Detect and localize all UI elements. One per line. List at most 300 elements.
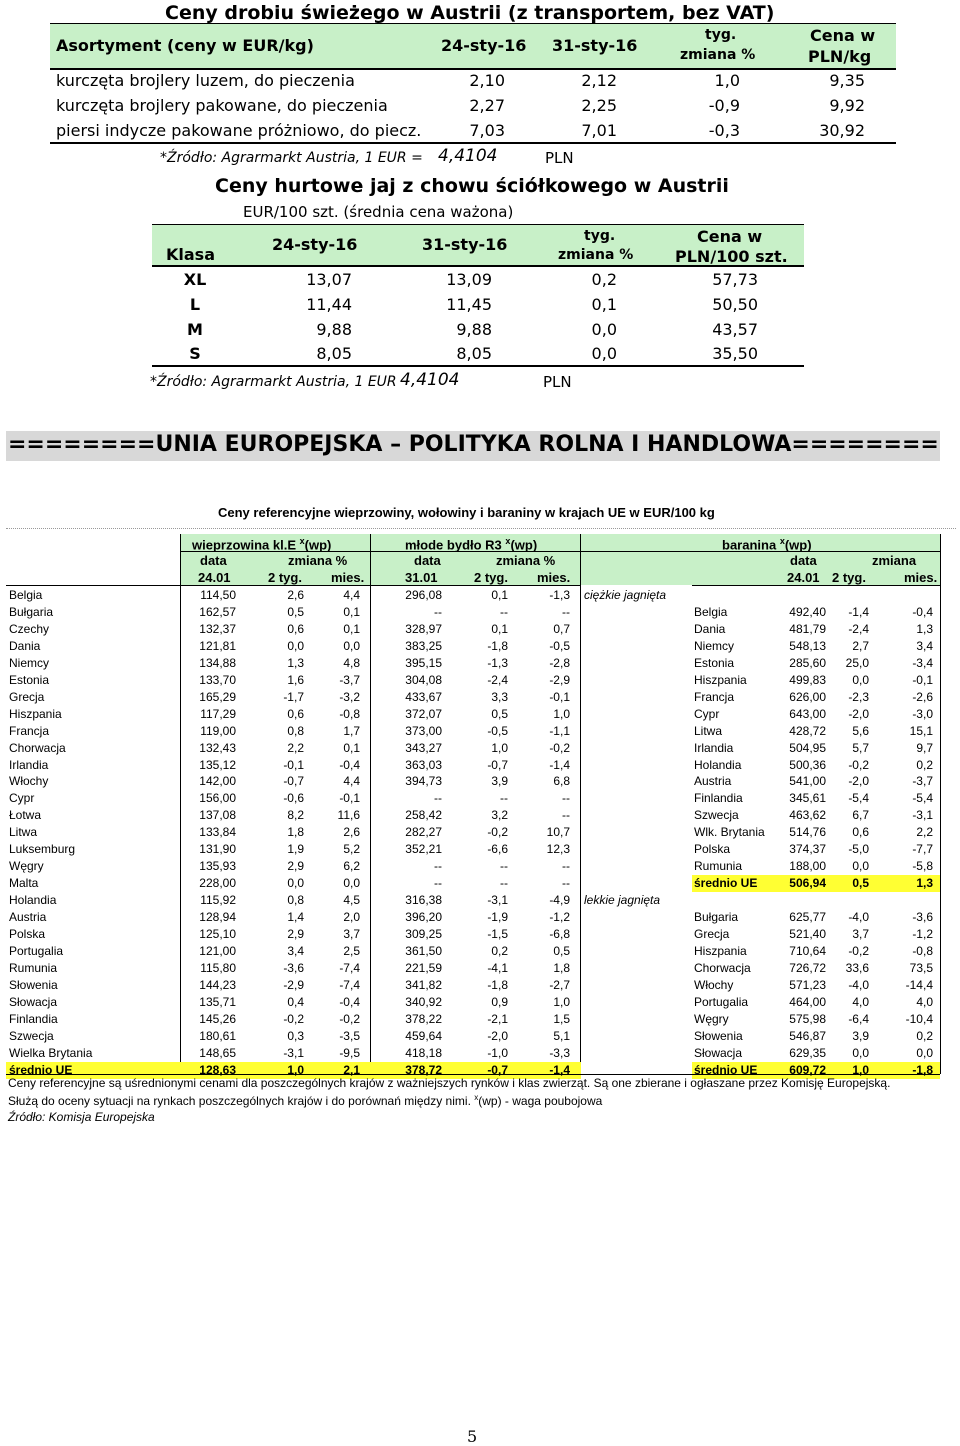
meat-title: Ceny referencyjne wieprzowiny, wołowiny i baraniny w krajach UE w EUR/100 kg (218, 505, 715, 520)
pork-change-month: -0,2 (339, 1011, 360, 1026)
beef-price: 352,21 (405, 842, 442, 857)
pork-change-month: 4,5 (343, 893, 360, 908)
pork-price: 134,88 (199, 655, 236, 670)
beef-price: 372,07 (405, 706, 442, 721)
lamb-country: Irlandia (694, 740, 734, 755)
country-name: Luksemburg (9, 842, 76, 857)
h-change-beef: zmiana % (496, 553, 556, 568)
country-name: Litwa (9, 825, 38, 840)
lamb-change-2wk: 5,7 (852, 740, 869, 755)
divider (6, 528, 956, 529)
lamb-change-2wk: -2,0 (848, 774, 869, 789)
lamb-price: 492,40 (789, 604, 826, 619)
divider (152, 265, 804, 267)
lamb-change-2wk: 25,0 (845, 655, 869, 670)
lamb-change-month: -0,1 (912, 672, 933, 687)
h-date-beef: 31.01 (405, 570, 438, 585)
col-header-change-1: tyg. (705, 27, 737, 43)
cell: 11,44 (306, 295, 352, 314)
cell: 13,07 (306, 270, 352, 289)
lamb-price: 546,87 (789, 1028, 826, 1043)
table-row (6, 1028, 956, 1045)
table-row (6, 757, 956, 774)
beef-change-month: -- (562, 876, 570, 891)
beef-change-2wk: -6,6 (487, 842, 508, 857)
table-row (6, 723, 956, 740)
lamb-country: średnio UE (694, 1062, 758, 1077)
country-name: średnio UE (9, 1062, 73, 1077)
country-name: Estonia (9, 672, 50, 687)
pork-change-month: 0,0 (343, 876, 360, 891)
beef-price: 309,25 (405, 927, 442, 941)
lamb-change-2wk: -0,2 (848, 757, 869, 772)
beef-change-month: -1,1 (549, 723, 570, 738)
lamb-country: Chorwacja (694, 960, 751, 975)
pork-change-2wk: -0,7 (283, 774, 304, 789)
pork-change-month: 4,4 (343, 588, 360, 602)
beef-change-month: 10,7 (546, 825, 570, 840)
lamb-price: 188,00 (789, 859, 826, 874)
beef-price: 304,08 (405, 672, 442, 687)
cell: 11,45 (446, 295, 492, 314)
cell: 2,10 (469, 71, 505, 90)
lamb-change-2wk: -4,0 (848, 977, 869, 992)
footnote-text: (wp) - waga poubojowa (478, 1094, 603, 1108)
h-data-lamb: data (790, 553, 817, 568)
lamb-change-month: -3,0 (912, 706, 933, 721)
country-name: Irlandia (9, 757, 49, 772)
lamb-country: Szwecja (694, 808, 739, 823)
h-month-pork: mies. (331, 570, 365, 585)
pork-price: 135,93 (199, 859, 236, 874)
lamb-change-month: 2,2 (916, 825, 933, 840)
beef-change-2wk: -3,1 (487, 893, 508, 908)
cell: 9,35 (829, 71, 865, 90)
beef-change-month: 1,8 (553, 960, 570, 975)
table-row (6, 994, 956, 1011)
pork-change-2wk: 0,0 (287, 876, 304, 891)
lamb-price: 548,13 (789, 638, 826, 653)
col-header-change-2: zmiana % (680, 47, 756, 63)
superscript: x (779, 536, 785, 546)
lamb-country: Niemcy (694, 638, 735, 653)
eggs-source: *Źródło: Agrarmarkt Austria, 1 EUR (150, 374, 397, 390)
beef-change-2wk: 1,0 (491, 740, 508, 755)
pork-change-2wk: 1,0 (287, 1062, 304, 1077)
country-name: Portugalia (9, 943, 64, 958)
beef-change-month: -- (562, 604, 570, 619)
beef-change-2wk: -- (500, 604, 508, 619)
lamb-price: 521,40 (789, 927, 826, 941)
table-row (6, 604, 956, 621)
eggs-title: Ceny hurtowe jaj z chowu ściółkowego w Austrii (215, 175, 729, 197)
beef-change-month: 1,5 (553, 1011, 570, 1026)
lamb-country: Włochy (694, 977, 734, 992)
pork-change-month: -7,4 (339, 960, 360, 975)
lamb-change-month: -3,7 (912, 774, 933, 789)
beef-price: -- (434, 604, 442, 619)
lamb-change-month: 73,5 (909, 960, 933, 975)
table-row (6, 655, 956, 672)
lamb-country: Rumunia (694, 859, 743, 874)
superscript: x (299, 536, 305, 546)
h-change-pork: zmiana % (288, 553, 348, 568)
eggs-currency: PLN (543, 373, 572, 391)
lamb-change-2wk: 6,7 (852, 808, 869, 823)
country-name: Węgry (9, 859, 44, 874)
beef-price: 459,64 (405, 1028, 442, 1043)
cell: 30,92 (819, 121, 865, 140)
beef-price: 396,20 (405, 910, 442, 925)
h-date-pork: 24.01 (198, 570, 231, 585)
beef-price: 363,03 (405, 757, 442, 772)
country-name: Holandia (9, 893, 57, 908)
cell: -0,9 (708, 96, 740, 115)
pork-price: 131,90 (199, 842, 236, 857)
lamb-change-2wk: -4,0 (848, 910, 869, 925)
beef-change-2wk: 0,1 (491, 621, 508, 636)
beef-change-2wk: -- (500, 791, 508, 806)
lamb-price: 285,60 (789, 655, 826, 670)
pork-change-2wk: 8,2 (287, 808, 304, 823)
heavy-lambs-label: ciężkie jagnięta (584, 588, 667, 602)
beef-price: 418,18 (405, 1045, 442, 1060)
lamb-country: Portugalia (694, 994, 749, 1009)
beef-change-month: -3,3 (549, 1045, 570, 1060)
pork-price: 135,12 (199, 757, 236, 772)
pork-change-month: 4,8 (343, 655, 360, 670)
beef-price: 296,08 (405, 588, 442, 602)
lamb-price: 464,00 (789, 994, 826, 1009)
h-2wk-pork: 2 tyg. (268, 570, 302, 585)
lamb-change-2wk: -5,0 (848, 842, 869, 857)
lamb-country: Litwa (694, 723, 723, 738)
h-2wk-beef: 2 tyg. (474, 570, 508, 585)
table-row (6, 892, 956, 909)
group-lamb (722, 536, 812, 552)
pork-change-2wk: 1,8 (287, 825, 304, 840)
country-name: Słowacja (9, 994, 58, 1009)
lamb-price: 571,23 (789, 977, 826, 992)
lamb-country: Cypr (694, 706, 720, 721)
pork-price: 228,00 (199, 876, 236, 891)
beef-price: 341,82 (405, 977, 442, 992)
lamb-country: Holandia (694, 757, 742, 772)
lamb-change-month: -1,8 (912, 1062, 933, 1077)
beef-change-month: -1,3 (549, 588, 570, 602)
beef-change-2wk: -1,8 (487, 977, 508, 992)
product-name: piersi indycze pakowane próżniowo, do piecz. (56, 121, 422, 140)
pork-change-month: 0,1 (343, 740, 360, 755)
table-row (6, 807, 956, 824)
lamb-price: 463,62 (789, 808, 826, 823)
lamb-country: Finlandia (694, 791, 743, 806)
cell: 57,73 (712, 270, 758, 289)
wp-label: (wp) (304, 537, 332, 553)
lamb-price: 629,35 (789, 1045, 826, 1060)
divider (692, 585, 940, 586)
lamb-price: 506,94 (789, 876, 826, 891)
country-name: Włochy (9, 774, 49, 789)
country-name: Cypr (9, 791, 35, 806)
h-2wk-lamb: 2 tyg. (832, 570, 866, 585)
beef-price: 258,42 (405, 808, 442, 823)
country-name: Czechy (9, 621, 50, 636)
pork-price: 165,29 (199, 689, 236, 704)
table-row (6, 773, 956, 790)
beef-change-2wk: 3,2 (491, 808, 508, 823)
col-header-date1: 24-sty-16 (272, 235, 358, 254)
country-name: Grecja (9, 689, 45, 704)
lamb-change-month: -3,4 (912, 655, 933, 670)
beef-change-2wk: 3,3 (491, 689, 508, 704)
lamb-change-month: -14,4 (905, 977, 933, 992)
lamb-change-2wk: 0,0 (852, 859, 869, 874)
pork-price: 117,29 (200, 706, 236, 721)
beef-change-2wk: 0,9 (491, 994, 508, 1009)
beef-change-month: 0,5 (553, 943, 570, 958)
pork-change-2wk: 2,9 (287, 927, 304, 941)
egg-class: M (187, 320, 203, 339)
eu-banner: ========UNIA EUROPEJSKA – POLITYKA ROLNA I HANDLOWA======== (8, 432, 939, 457)
beef-change-2wk: -1,0 (487, 1045, 508, 1060)
pork-price: 180,61 (199, 1028, 236, 1043)
table-row (6, 1045, 956, 1062)
group-pork (192, 536, 331, 552)
pork-change-month: 0,1 (343, 621, 360, 636)
table-row (6, 909, 956, 926)
beef-price: 378,72 (405, 1062, 442, 1077)
pork-change-month: 6,2 (343, 859, 360, 874)
table-row (6, 824, 956, 841)
pork-change-month: 0,0 (343, 638, 360, 653)
lamb-country: Grecja (694, 927, 730, 941)
eggs-rate: 4,4104 (400, 370, 460, 390)
col-header-assortment: Asortyment (ceny w EUR/kg) (56, 36, 314, 55)
footnote-text: Służą do oceny sytuacji na rynkach poszczególnych krajów i do porównań między nimi. (8, 1094, 471, 1108)
beef-change-month: -0,1 (549, 689, 570, 704)
cell: 8,05 (456, 344, 492, 363)
beef-change-2wk: -0,7 (487, 757, 508, 772)
h-date-lamb: 24.01 (787, 570, 820, 585)
lamb-change-2wk: -6,4 (848, 1011, 869, 1026)
pork-change-month: 2,6 (343, 825, 360, 840)
country-name: Polska (9, 927, 46, 941)
beef-change-month: -0,2 (549, 740, 570, 755)
lamb-country: Dania (694, 621, 726, 636)
table-row (6, 621, 956, 638)
country-name: Dania (9, 638, 41, 653)
pork-price: 115,92 (200, 893, 236, 908)
beef-price: 282,27 (405, 825, 442, 840)
country-name: Malta (9, 876, 39, 891)
beef-change-month: -2,9 (549, 672, 570, 687)
pork-change-month: -3,2 (339, 689, 360, 704)
pork-price: 119,00 (200, 723, 236, 738)
group-label: baranina (722, 537, 777, 553)
pork-price: 133,70 (199, 672, 236, 687)
cell: 0,1 (591, 295, 617, 314)
divider (50, 142, 896, 144)
lamb-country: Słowenia (694, 1028, 743, 1043)
cell: 50,50 (712, 295, 758, 314)
lamb-change-month: -2,6 (912, 689, 933, 704)
beef-change-month: -2,7 (549, 977, 570, 992)
egg-class: XL (183, 270, 207, 289)
country-name: Bułgaria (9, 604, 54, 619)
table-row (6, 587, 956, 604)
pork-change-month: 5,2 (343, 842, 360, 857)
lamb-country: Austria (694, 774, 732, 789)
cell: 2,12 (581, 71, 617, 90)
pork-change-month: -0,4 (339, 994, 360, 1009)
beef-change-2wk: -0,2 (487, 825, 508, 840)
beef-price: 395,15 (405, 655, 442, 670)
cell: 2,25 (581, 96, 617, 115)
egg-class: S (189, 344, 201, 363)
poultry-title: Ceny drobiu świeżego w Austrii (z transportem, bez VAT) (165, 2, 775, 24)
lamb-price: 625,77 (789, 910, 826, 925)
beef-price: 383,25 (405, 638, 442, 653)
beef-change-month: 6,8 (553, 774, 570, 789)
superscript: x (505, 536, 511, 546)
lamb-change-month: 3,4 (916, 638, 933, 653)
cell: 7,01 (581, 121, 617, 140)
beef-change-2wk: -2,4 (487, 672, 508, 687)
pork-change-month: 2,5 (343, 943, 360, 958)
lamb-price: 643,00 (789, 706, 826, 721)
beef-change-month: 1,0 (553, 994, 570, 1009)
table-row (6, 672, 956, 689)
pork-price: 128,94 (199, 910, 236, 925)
beef-price: 373,00 (405, 723, 442, 738)
lamb-change-month: 4,0 (916, 994, 933, 1009)
table-row (6, 858, 956, 875)
poultry-currency: PLN (545, 149, 574, 167)
page-number: 5 (467, 1427, 478, 1446)
beef-change-month: -0,5 (549, 638, 570, 653)
cell: 0,0 (591, 344, 617, 363)
cell: 7,03 (469, 121, 505, 140)
country-name: Belgia (9, 588, 43, 602)
beef-change-month: 12,3 (546, 842, 570, 857)
country-name: Chorwacja (9, 740, 66, 755)
poultry-rate: 4,4104 (438, 146, 498, 166)
footnote-2 (8, 1093, 602, 1108)
beef-price: 340,92 (405, 994, 442, 1009)
pork-price: 132,43 (199, 740, 236, 755)
beef-change-2wk: -1,5 (487, 927, 508, 941)
lamb-change-month: 1,3 (916, 621, 933, 636)
table-row (6, 926, 956, 943)
pork-change-2wk: -0,6 (283, 791, 304, 806)
beef-price: 433,67 (405, 689, 442, 704)
lamb-price: 500,36 (789, 757, 826, 772)
pork-price: 125,10 (199, 927, 236, 941)
light-lambs-label: lekkie jagnięta (584, 893, 661, 908)
divider (50, 23, 896, 24)
pork-change-2wk: -2,9 (283, 977, 304, 992)
beef-change-month: -6,8 (549, 927, 570, 941)
col-header-price-2: PLN/kg (808, 47, 872, 66)
beef-price: 394,73 (405, 774, 442, 789)
lamb-change-month: 0,0 (916, 1045, 933, 1060)
lamb-change-2wk: -0,2 (848, 943, 869, 958)
meat-source: Źródło: Komisja Europejska (8, 1110, 155, 1124)
pork-change-month: -0,1 (339, 791, 360, 806)
pork-change-month: -0,8 (339, 706, 360, 721)
beef-price: -- (434, 859, 442, 874)
lamb-change-month: -1,2 (912, 927, 933, 941)
pork-change-month: -9,5 (339, 1045, 360, 1060)
table-row (6, 977, 956, 994)
lamb-change-2wk: 2,7 (852, 638, 869, 653)
lamb-price: 626,00 (789, 689, 826, 704)
pork-price: 144,23 (199, 977, 236, 992)
lamb-change-month: -0,4 (912, 604, 933, 619)
pork-change-2wk: 0,3 (287, 1028, 304, 1043)
beef-change-month: -1,4 (549, 757, 570, 772)
pork-change-2wk: 1,4 (287, 910, 304, 925)
cell: -0,3 (708, 121, 740, 140)
egg-class: L (189, 295, 201, 314)
country-name: Francja (9, 723, 50, 738)
lamb-country: Hiszpania (694, 943, 747, 958)
pork-change-2wk: 1,3 (287, 655, 304, 670)
pork-change-2wk: 0,8 (287, 893, 304, 908)
beef-change-2wk: -2,1 (487, 1011, 508, 1026)
wp-label: (wp) (510, 537, 538, 553)
cell: 9,88 (316, 320, 352, 339)
divider (152, 365, 804, 367)
pork-change-2wk: 2,2 (287, 740, 304, 755)
pork-change-2wk: 1,6 (287, 672, 304, 687)
beef-change-2wk: -- (500, 859, 508, 874)
lamb-country: średnio UE (694, 876, 758, 891)
divider (6, 1074, 940, 1075)
pork-change-month: -3,5 (339, 1028, 360, 1043)
beef-change-month: -- (562, 791, 570, 806)
lamb-price: 374,37 (789, 842, 826, 857)
h-month-beef: mies. (537, 570, 571, 585)
beef-price: 328,97 (405, 621, 442, 636)
cell: 43,57 (712, 320, 758, 339)
lamb-change-2wk: 33,6 (845, 960, 869, 975)
pork-price: 115,80 (200, 960, 236, 975)
lamb-change-2wk: -2,4 (848, 621, 869, 636)
lamb-change-2wk: 1,0 (852, 1062, 869, 1077)
cell: 0,2 (591, 270, 617, 289)
h-month-lamb: mies. (904, 570, 938, 585)
pork-price: 156,00 (199, 791, 236, 806)
lamb-price: 541,00 (789, 774, 826, 789)
lamb-change-month: -5,4 (912, 791, 933, 806)
lamb-change-2wk: 0,0 (852, 672, 869, 687)
lamb-country: Francja (694, 689, 735, 704)
table-row (6, 841, 956, 858)
country-name: Wielka Brytania (9, 1045, 93, 1060)
col-header-date2: 31-sty-16 (422, 235, 508, 254)
pork-change-month: -3,7 (339, 672, 360, 687)
beef-change-2wk: -1,8 (487, 638, 508, 653)
pork-change-2wk: 0,6 (287, 621, 304, 636)
lamb-change-month: 15,1 (909, 723, 933, 738)
beef-change-2wk: 0,1 (491, 588, 508, 602)
pork-price: 121,00 (199, 943, 236, 958)
pork-change-month: -0,4 (339, 757, 360, 772)
lamb-change-2wk: 0,5 (852, 876, 869, 891)
country-name: Szwecja (9, 1028, 54, 1043)
